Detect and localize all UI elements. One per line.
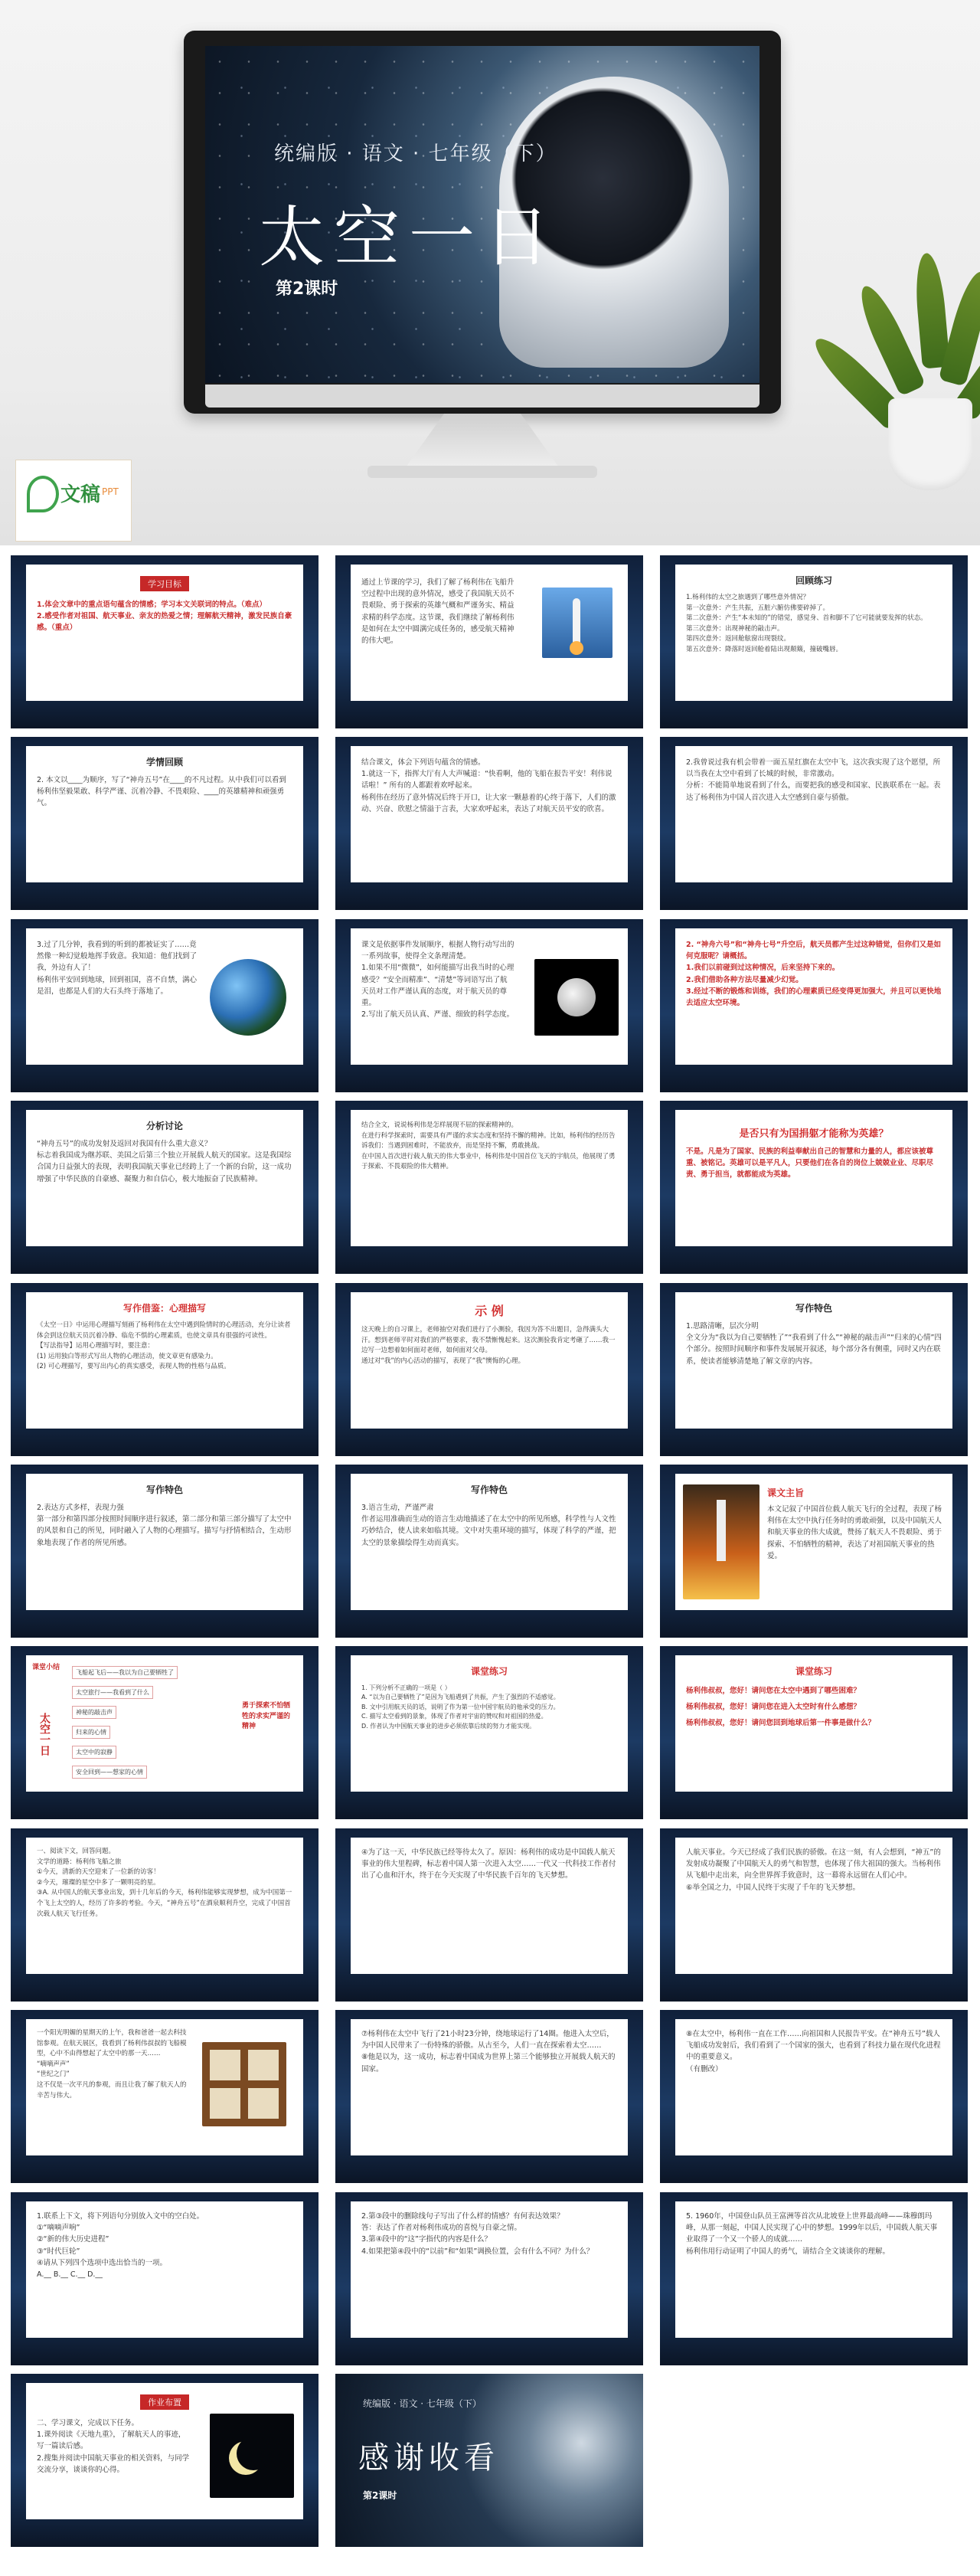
slide-text: 5. 1960年，中国登山队员王富洲等首次从北坡登上世界最高峰——珠穆朗玛峰，从那一刻起，中国人民实现了心中的梦想。1999年以后，中国载人航天事业取得了一个又一个骄人的成就…… 杨利伟用行动证明了中国人的勇气，请结合全文谈谈你的理解。: [686, 2212, 938, 2256]
slide-title: 分析讨论: [145, 1121, 183, 1131]
slide-text: 2. “神舟六号”和“神舟七号”升空后，航天员都产生过这种错觉，但你们又是如何克服呢？请概括。 1.我们以前碰到过这种情况，后来坚持下来的。 2.我们借助各种方法尽量减少幻觉。 3.经过不断的锻炼和训练，我们的心理素质已经变得更加强大，并且可以更快地去适应太空环境。: [686, 941, 942, 1007]
slide-spirit: [335, 1101, 643, 1274]
slide-text: 1. 下列分析不正确的一项是（ ） A. “以为自己要牺牲了”是因为飞船遇到了共振，产生了强烈的不适感觉。 B. 文中引用航天员的话，说明了作为第一位中国宇航员的他承受的压力。 C. 描写太空看到的景象，体现了作者对宇宙的赞叹和对祖国的热爱。 D. 作者认为中国航天事业的进步必须依靠后续的努力才能实现。: [361, 1684, 560, 1730]
slide-writing-ref: [11, 1283, 318, 1456]
slide-reading-4: [11, 2010, 318, 2183]
slide-text: 二、学习课文，完成以下任务。 1.课外阅读《天地九重》，了解航天人的事迹，写一篇读后感。 2.搜集并阅读中国航天事业的相关资料，与同学交流分享，谈谈你的心得。: [37, 2419, 190, 2474]
slide-text: ⑦杨利伟在太空中飞行了21小时23分钟，绕地球运行了14圈。他进入太空后，为中国人民带来了一份特殊的骄傲。从古至今，人们一直在探索着太空…… ⑧他是以为，这一成功，标志着中国成为世界上第三个能够独立开展载人航天的国家。: [361, 2030, 616, 2074]
slide-text: 1.体会文章中的重点语句蕴含的情感；学习本文关联词的特点。（难点） 2.感受作者对祖国、航天事业、亲友的热爱之情；理解航天精神，激发民族自豪感。（重点）: [37, 601, 292, 633]
slide-text: 杨利伟叔叔，您好！请问您在太空中遇到了哪些困难？ 杨利伟叔叔，您好！请问您在进入太空时有什么感想？ 杨利伟叔叔，您好！请问您回到地球后第一件事是做什么？: [686, 1687, 876, 1727]
earth-image: [210, 959, 286, 1036]
mindmap-center: 太空一日: [38, 1713, 51, 1756]
slide-recall: [11, 737, 318, 910]
cover-subtitle: 统编版 · 语文 · 七年级（下）: [274, 142, 557, 165]
slide-title: 课堂练习: [795, 1666, 832, 1677]
slide-text: 结合全文，说说杨利伟是怎样展现不屈的探索精神的。 在进行科学探索时，需要具有严谨的求实态度和坚持不懈的精神。比如，杨利伟的经历告诉我们：当遇到困难时，不能放弃，而是坚持不懈，勇敢挑战。 在中国人首次进行载人航天的伟大事业中，杨利伟是中国首位飞天的宇航员，他展现了勇于探索、不畏艰险的伟大精神。: [361, 1121, 616, 1171]
crescent-moon-image: [210, 2414, 294, 2498]
mindmap-node: 太空旅行——我看到了什么: [72, 1686, 153, 1699]
slide-mindmap: [11, 1646, 318, 1819]
slide-sentence-2: [660, 737, 968, 910]
slide-title: 学情回顾: [145, 757, 183, 768]
slide-tag: 学习目标: [140, 576, 189, 591]
slide-text: 人航天事业。今天已经成了我们民族的骄傲。在这一刻，有人会想到，“神五”的发射成功凝聚了中国航天人的勇气和智慧，也体现了伟大祖国的强大。当杨利伟从飞船中走出来，向全世界挥手致意时，这一幕将永远留在人们心中。 ⑥举全国之力，中国人民终于实现了千年的飞天梦想。: [686, 1848, 941, 1892]
slide-text: 结合课文，体会下列语句蕴含的情感。 1.就这一下，指挥大厅有人大声喊道：“快看啊，他的飞船在报告平安！利伟说话啦！” 所有的人都跟着欢呼起来。 杨利伟在经历了意外情况后终于开口，让大家一颗悬着的心终于落下，人们的激动、兴奋、欣慰之情溢于言表，大家欢呼起来，表达了对航天员平安的欣喜。: [361, 758, 616, 813]
slide-text: 通过上节课的学习，我们了解了杨利伟在飞船升空过程中出现的意外情况，感受了我国航天员不畏艰险、勇于探索的英雄气概和严谨务实、精益求精的科学态度。这节课，我们继续了解杨利伟是如何在太空中圆满完成任务的，感受航天精神的伟大吧。: [361, 578, 514, 645]
monitor-base: [368, 466, 597, 478]
logo-suffix: PPT: [102, 486, 119, 497]
slide-text: 3.语言生动，严谨严肃 作者运用准确而生动的语言生动地描述了在太空中的所见所感，科学性与人文性巧妙结合，使人读来如临其境。文中对失重环境的描写，体现了科学的严谨，把太空的景象描绘得生动而真实。: [361, 1504, 616, 1547]
slide-text: 课文是依据事件发展顺序，根据人物行动写出的一系列故事，使得全文条理清楚。 1.如果不用“微微”，如何能描写出我当时的心理感受？“安全而精准”、“清楚”等词语写出了航天员对工作严谨认真的态度，对于航天员的尊重。 2.写出了航天员认真、严谨、细致的科学态度。: [361, 941, 514, 1020]
slide-exercise-2: [660, 1646, 968, 1819]
slide-title: 回顾练习: [795, 575, 832, 586]
slide-text: 3.过了几分钟，我看到的听到的都被证实了……竟然像一种幻觉般地挥手致意。我知道：他们找到了我，外边有人了！ 杨利伟平安回到地球，回到祖国，喜不自禁，满心是泪，也都是人们的大石头终于落地了。: [37, 941, 198, 996]
mindmap-node: 安全回到——想家的心情: [72, 1766, 147, 1779]
slide-title: 写作特色: [470, 1484, 508, 1495]
rocket-image: [542, 588, 612, 658]
slide-reading-6: [660, 2010, 968, 2183]
slide-text: 1.联系上下文，将下列语句分别放入文中的空白处。 ①“嘀嘀声响” ②“新的伟大历史进程” ③“时代巨轮” ④请从下列四个选项中选出恰当的一项。 A.__ B.__ C.__ D.__: [37, 2212, 204, 2279]
slide-feature-3: [335, 1465, 643, 1638]
slide-question-essay: [660, 2192, 968, 2365]
slide-theme: [660, 1465, 968, 1638]
slide-question-fill: [11, 2192, 318, 2365]
slide-text: 2. 本文以____为顺序，写了“神舟五号”在____的不凡过程。从中我们可以看到杨利伟坚毅果敢、科学严谨、沉着冷静、不畏艰险、____的英雄精神和顽强勇气。: [37, 776, 286, 808]
slide-exercise-1: [335, 1646, 643, 1819]
logo-text: 文稿: [60, 483, 101, 506]
slide-homework: [11, 2374, 318, 2547]
slide-thanks: [335, 2374, 643, 2547]
mindmap-node: 神秘的敲击声: [72, 1706, 116, 1719]
slide-reading-2: [335, 1828, 643, 2002]
brand-logo: [15, 460, 132, 542]
slide-example: [335, 1283, 643, 1456]
monitor: [184, 31, 781, 414]
slide-sentence-3: [11, 919, 318, 1092]
slide-question-2: [660, 919, 968, 1092]
end-lesson: 第2课时: [363, 2490, 397, 2501]
slide-reading-1: [11, 1828, 318, 2002]
slide-text: 不是。凡是为了国家、民族的利益奉献出自己的智慧和力量的人，都应该被尊重、被铭记。英雄可以是平凡人，只要他们在各自的岗位上兢兢业业、尽职尽责、勇于担当，就都能成为英雄。: [686, 1147, 934, 1180]
artifact-image: [202, 2042, 286, 2126]
slide-text: ④为了这一天，中华民族已经等待太久了。原因：杨利伟的成功是中国载人航天事业的伟大里程碑，标志着中国人第一次进入太空……一代又一代科技工作者付出了心血和汗水，终于在今天实现了中华民族千百年的飞天梦想。: [361, 1848, 616, 1880]
cover-lesson: 第2课时: [276, 280, 338, 299]
slide-title: 写作特色: [795, 1303, 832, 1314]
slide-reading-3: [660, 1828, 968, 2002]
slide-text: 2.我曾说过我有机会带着一面五星红旗在太空中飞，这次我实现了这个愿望，所以当我在太空中看到了长城的时候，非常激动。 分析：不能简单地说看到了什么，而要把我的感受和国家、民族联系在一起。表达了杨利伟为中国人首次进入太空感到自豪与骄傲。: [686, 758, 941, 802]
mindmap-node: 归来的心情: [72, 1726, 110, 1739]
slide-title: 示 例: [475, 1304, 504, 1318]
monitor-stand: [406, 414, 559, 467]
slide-text: 2.表达方式多样，表现力强 第一部分和第四部分按照时间顺序进行叙述，第二部分和第三部分描写了太空中的风景和自己的所见，同时融入了人物的心理描写。描写与抒情相结合，生动形象地表现了作者的所见所感。: [37, 1504, 292, 1547]
slide-title: 写作借鉴：心理描写: [122, 1303, 206, 1314]
slide-text: 《太空一日》中运用心理描写刻画了杨利伟在太空中遇到险情时的心理活动，充分让读者体会到这位航天员沉着冷静、临危不惧的心理素质，也使文章具有很强的可读性。 【写法指导】运用心理描写时，要注意： (1) 运用独白等形式写出人物的心理活动，使文章更有感染力。 (2) 可心理描写，要写出内心的真实感受，表现人物的性格与品质。: [37, 1321, 291, 1371]
end-subtitle: 统编版 · 语文 · 七年级（下）: [363, 2398, 482, 2409]
monitor-chin: [205, 385, 760, 408]
moon-image: [534, 959, 619, 1036]
mindmap-summary: 勇于探索不怕牺牲的求实严谨的精神: [242, 1702, 291, 1730]
slide-feature-2: [11, 1465, 318, 1638]
slide-title: 是否只有为国捐躯才能称为英雄？: [739, 1128, 889, 1140]
slide-title: 课堂练习: [470, 1666, 508, 1677]
slide-text: 一个阳光明媚的星期天的上午，我和爸爸一起去科技馆参观。在航天展区，我看到了杨利伟叔叔的飞船模型，心中不由得想起了太空中的那一天…… “嘀嘀声声” “世纪之门” 这不仅是一次平凡的参观，而且让我了解了航天人的辛苦与伟大。: [37, 2029, 187, 2100]
slide-learning-goals: [11, 555, 318, 728]
cover-title: 太空一日: [259, 199, 559, 276]
rocket-launch-image: [683, 1484, 760, 1599]
slide-review: [660, 555, 968, 728]
slide-intro: [335, 555, 643, 728]
slide-text: 1.思路清晰，层次分明 全文分为“我以为自己要牺牲了”“我看到了什么”“神秘的敲击声”“归来的心情”四个部分。按照时间顺序和事件发展展开叙述，每个部分各有侧重，同时又内在联系，使读者能够清楚地了解文章的内容。: [686, 1322, 942, 1366]
slide-title: 写作特色: [145, 1484, 183, 1495]
slide-text: 本文记叙了中国首位载人航天飞行的全过程，表现了杨利伟在太空中执行任务时的勇敢顽强，以及中国航天人和航天事业的伟大成就，赞扬了航天人不畏艰险、勇于探索、不怕牺牲的精神，表达了对祖国航天事业的热爱。: [767, 1505, 942, 1560]
slide-text: ⑧在太空中，杨利伟一直在工作……向祖国和人民报告平安。在“神舟五号”载人飞船成功发射后，我们看到了一个国家的强大，也看到了科技力量在现代化进程中的重要意义。 （有删改）: [686, 2030, 941, 2074]
mindmap-node: 太空中的寂静: [72, 1746, 116, 1759]
slide-text: 这天晚上的自习课上，老师抽空对我们进行了小测验，我因为答不出题目，急得满头大汗。想到老师平时对我们的严格要求，我不禁惭愧起来。这次测验我肯定考砸了……我一边写一边想着如何面对老师，如何面对父母。 通过对“我”的内心活动的描写，表现了“我”懊悔的心理。: [361, 1326, 616, 1365]
cover-hero: [0, 0, 980, 545]
cover-slide: [205, 46, 760, 383]
slide-question-analysis: [335, 2192, 643, 2365]
slide-hero-question: [660, 1101, 968, 1274]
slide-sentence-1: [335, 737, 643, 910]
slide-discussion: [11, 1101, 318, 1274]
end-title: 感谢收看: [358, 2440, 499, 2476]
leaf-logo-icon: [27, 476, 59, 512]
slide-title: 课文主旨: [767, 1488, 805, 1498]
slide-tag: 作业布置: [140, 2394, 189, 2410]
slide-text: “神舟五号”的成功发射及返回对我国有什么重大意义？ 标志着我国成为继苏联、美国之后第三个独立开展载人航天的国家。这是我国综合国力日益强大的表现，表明我国航天事业已经跨上了一个新的台阶，这一成功增强了中华民族的自豪感、凝聚力和自信心，极大地振奋了民族精神。: [37, 1140, 292, 1183]
slide-title: 课堂小结: [32, 1664, 60, 1671]
mindmap-node: 飞船起飞后——我以为自己要牺牲了: [72, 1666, 178, 1679]
slide-text: 2.第③段中的删除线句子写出了什么样的情感？有何表达效果？ 答：表达了作者对杨利伟成功的喜悦与自豪之情。 3.第④段中的“这”字指代的内容是什么？ 4.如果把第④段中的“以前”和“如果”调换位置，会有什么不同？为什么？: [361, 2212, 594, 2256]
slide-reading-5: [335, 2010, 643, 2183]
slide-text: 一、阅读下文，回答问题。 文学的道路：杨利伟飞船之旅 ①今天，清新的天空迎来了一位新的访客！ ②今天，璀璨的星空中多了一颗明亮的星。 ③A. 从中国人的航天事业出发，到十几年后的今天，杨利伟能够实现梦想，成为中国第一个飞上太空的人，经历了许多的考验。今天，“神舟五号”在酒泉顺利升空，完成了中国首次载人航天飞行任务。: [37, 1848, 292, 1918]
slide-detail: [335, 919, 643, 1092]
slide-feature-1: [660, 1283, 968, 1456]
slide-text: 1.杨利伟的太空之旅遇到了哪些意外情况？ 第一次意外：产生共振，五脏六腑仿佛要碎掉了。 第二次意外：产生“本未知的”的错觉，感觉身、首和脚不了它可能就要发挥的状态。 第三次意外：出现神秘的敲击声。 第四次意外：返回舱舷窗出现裂纹。 第五次意外：降落时返回舱着陆出现颠簸，撞破嘴唇。: [686, 594, 927, 653]
